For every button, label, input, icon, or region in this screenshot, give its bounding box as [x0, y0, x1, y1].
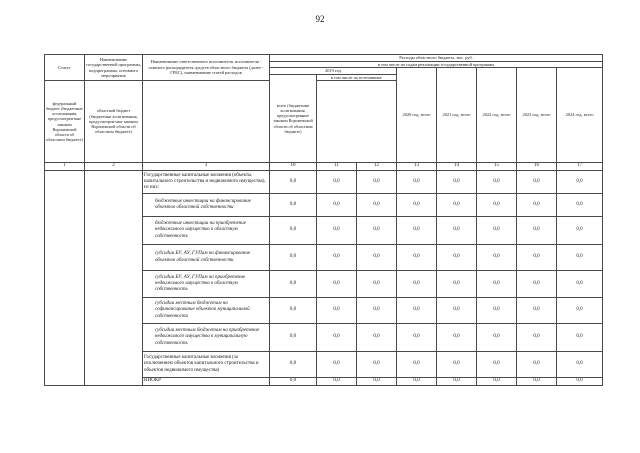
value-cell: 0,0	[357, 245, 397, 271]
value-cell: 0,0	[437, 245, 477, 271]
value-cell: 0,0	[270, 324, 317, 352]
value-cell: 0,0	[397, 324, 437, 352]
value-cell: 0,0	[357, 298, 397, 324]
value-cell: 0,0	[397, 271, 437, 298]
header-incl-sources: в том числе по источникам:	[317, 74, 397, 81]
header-2021: 2021 год, всего	[437, 68, 477, 163]
value-cell: 0,0	[477, 194, 517, 217]
value-cell: 0,0	[437, 298, 477, 324]
row-label: субсидии БУ, АУ, ГУПам на приобретение недвижимого имущества в областную собственность	[143, 271, 270, 298]
value-cell: 0,0	[517, 378, 557, 386]
value-cell: 0,0	[317, 324, 357, 352]
col-number: 13	[397, 163, 437, 171]
value-cell: 0,0	[357, 217, 397, 245]
value-cell: 0,0	[270, 245, 317, 271]
col-number: 15	[477, 163, 517, 171]
value-cell: 0,0	[437, 271, 477, 298]
value-cell: 0,0	[557, 352, 603, 378]
header-federal: федеральный бюджет (бюджетные ассигнования, предусмотрен-ные законом Воронежской области об областном бюджете)	[45, 81, 85, 163]
value-cell: 0,0	[517, 271, 557, 298]
value-cell: 0,0	[557, 171, 603, 194]
value-cell: 0,0	[477, 171, 517, 194]
row-label: Государственные капитальные вложения (объекты капитального строительства и недвижимого имущества), из них:	[143, 171, 270, 194]
value-cell: 0,0	[517, 245, 557, 271]
value-cell: 0,0	[437, 194, 477, 217]
value-cell: 0,0	[557, 194, 603, 217]
value-cell: 0,0	[517, 217, 557, 245]
value-cell: 0,0	[517, 171, 557, 194]
value-cell: 0,0	[270, 298, 317, 324]
value-cell: 0,0	[437, 171, 477, 194]
header-year-2019: 2019 год	[270, 68, 397, 75]
value-cell: 0,0	[357, 194, 397, 217]
col-number: 14	[437, 163, 477, 171]
value-cell: 0,0	[437, 378, 477, 386]
value-cell: 0,0	[437, 217, 477, 245]
value-cell: 0,0	[477, 271, 517, 298]
budget-table	[44, 54, 603, 386]
value-cell: 0,0	[477, 352, 517, 378]
value-cell: 0,0	[397, 194, 437, 217]
row-label: бюджетные инвестиции на финансирование объектов областной собственности	[143, 194, 270, 217]
value-cell: 0,0	[317, 245, 357, 271]
col-number: 17	[557, 163, 603, 171]
col-number: 11	[317, 163, 357, 171]
value-cell: 0,0	[557, 271, 603, 298]
col-number: 10	[270, 163, 317, 171]
row-label: Государственные капитальные вложения (за исключением объектов капитального строительства и объектов недвижимого имущества)	[143, 352, 270, 378]
value-cell: 0,0	[317, 171, 357, 194]
header-2022: 2022 год, всего	[477, 68, 517, 163]
value-cell: 0,0	[317, 378, 357, 386]
value-cell: 0,0	[317, 352, 357, 378]
col-number: 12	[357, 163, 397, 171]
program-cell	[85, 171, 143, 386]
value-cell: 0,0	[270, 217, 317, 245]
value-cell: 0,0	[357, 352, 397, 378]
col-number: 1	[45, 163, 85, 171]
header-executor: Наименование ответственного исполнителя, исполнителя - главного распорядителя средств областного бюджета (далее - ГРБС), наименование статей расходов	[143, 55, 270, 81]
col-number: 3	[143, 163, 270, 171]
value-cell: 0,0	[437, 352, 477, 378]
header-2020: 2020 год, всего	[397, 68, 437, 163]
value-cell: 0,0	[517, 298, 557, 324]
row-label: субсидии местным бюджетам на софинансирование объектов муниципальной собственности	[143, 298, 270, 324]
value-cell: 0,0	[270, 271, 317, 298]
value-cell: 0,0	[557, 324, 603, 352]
value-cell: 0,0	[517, 352, 557, 378]
value-cell: 0,0	[317, 271, 357, 298]
value-cell: 0,0	[477, 298, 517, 324]
value-cell: 0,0	[270, 194, 317, 217]
page-number: 92	[315, 14, 325, 24]
value-cell: 0,0	[477, 324, 517, 352]
value-cell: 0,0	[270, 171, 317, 194]
value-cell: 0,0	[397, 171, 437, 194]
row-label: НИОКР	[143, 378, 270, 386]
value-cell: 0,0	[270, 378, 317, 386]
value-cell: 0,0	[477, 217, 517, 245]
header-total-2019: всего (бюджетные ассигнования, предусмотренные законом Воронежской области об областном бюджете)	[270, 74, 317, 163]
row-label: субсидии БУ, АУ, ГУПам на финансирование объектов областной собственности	[143, 245, 270, 271]
header-status: Статус	[45, 55, 85, 81]
col-number: 2	[85, 163, 143, 171]
header-by-years: в том числе по годам реализации государственной программы	[270, 61, 603, 68]
value-cell: 0,0	[317, 217, 357, 245]
value-cell: 0,0	[557, 245, 603, 271]
value-cell: 0,0	[437, 324, 477, 352]
value-cell: 0,0	[357, 271, 397, 298]
value-cell: 0,0	[477, 245, 517, 271]
col-number: 16	[517, 163, 557, 171]
value-cell: 0,0	[357, 171, 397, 194]
value-cell: 0,0	[397, 245, 437, 271]
value-cell: 0,0	[317, 298, 357, 324]
value-cell: 0,0	[477, 378, 517, 386]
header-expenses: Расходы областного бюджета, тыс. руб.	[270, 55, 603, 62]
header-regional: областной бюджет (бюджетные ассигнования, предусмотрен-ные законом Воронежской области об областном бюджете)	[85, 81, 143, 163]
value-cell: 0,0	[557, 298, 603, 324]
row-label: бюджетные инвестиции на приобретение недвижимого имущества в областную собственность	[143, 217, 270, 245]
value-cell: 0,0	[397, 217, 437, 245]
value-cell: 0,0	[517, 194, 557, 217]
value-cell: 0,0	[557, 217, 603, 245]
header-program: Наименование государственной программы, подпрограммы, основного мероприятия	[85, 55, 143, 81]
value-cell: 0,0	[557, 378, 603, 386]
row-label: субсидии местным бюджетам на приобретение недвижимого имущества в муниципальную собственность	[143, 324, 270, 352]
value-cell: 0,0	[357, 378, 397, 386]
value-cell: 0,0	[397, 378, 437, 386]
status-cell	[45, 171, 85, 386]
value-cell: 0,0	[397, 298, 437, 324]
value-cell: 0,0	[397, 352, 437, 378]
table-row	[45, 171, 603, 194]
value-cell: 0,0	[270, 352, 317, 378]
value-cell: 0,0	[357, 324, 397, 352]
value-cell: 0,0	[317, 194, 357, 217]
header-2024: 2024 год, всего	[557, 68, 603, 163]
value-cell: 0,0	[517, 324, 557, 352]
header-2023: 2023 год, всего	[517, 68, 557, 163]
